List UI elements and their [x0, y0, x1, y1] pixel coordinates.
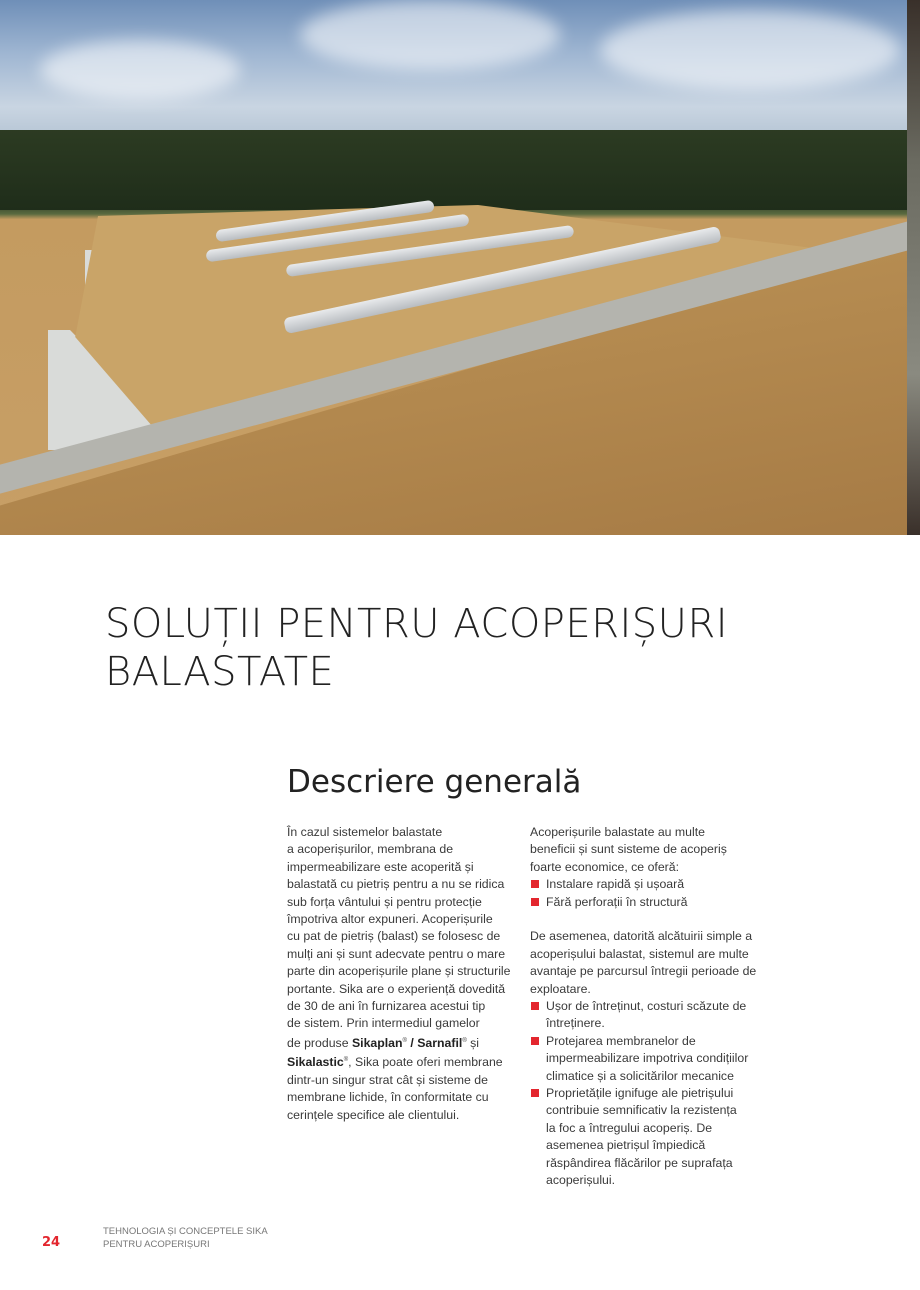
text-line: Acoperișurile balastate au multe — [530, 825, 705, 839]
text-line: În cazul sistemelor balastate — [287, 825, 443, 839]
text-line: a acoperișurilor, membrana de — [287, 842, 454, 857]
text: de produse — [287, 1035, 352, 1050]
section-heading: Descriere generală — [287, 764, 582, 800]
text-line: sub forța vântului și pentru protecție — [287, 894, 482, 909]
title-line-1: SOLUȚII PENTRU ACOPERIȘURI — [105, 601, 729, 647]
text-line: Protejarea membranelor de — [546, 1033, 696, 1048]
text-line: Proprietățile ignifuge ale pietrișului — [546, 1086, 734, 1101]
footer-line-1: TEHNOLOGIA ȘI CONCEPTELE SIKA — [103, 1226, 268, 1237]
product-sikaplan: Sikaplan — [351, 1035, 403, 1050]
text-line: întreținere. — [546, 1016, 605, 1031]
registered-mark: ® — [343, 1057, 349, 1064]
text-line: Instalare rapidă și ușoară — [546, 877, 685, 892]
page-number: 24 — [42, 1235, 61, 1250]
text-line — [287, 1033, 527, 1053]
text-line: membrane lichide, în conformitate cu — [287, 1090, 489, 1105]
text-line: asemenea pietrișul împiedică — [546, 1138, 706, 1153]
text-line — [287, 1052, 527, 1072]
bullet-item — [530, 894, 770, 911]
text-line: mulți ani și sunt adecvate pentru o mare — [287, 946, 506, 961]
body-column-2 — [530, 824, 770, 1190]
text-line: împotriva altor expuneri. Acoperișurile — [287, 912, 493, 927]
text-line: răspândirea flăcărilor pe suprafața — [546, 1155, 733, 1170]
bullet-item — [530, 998, 770, 1033]
bullet-item — [530, 876, 770, 893]
text-line: impermeabilizare este acoperită și — [287, 859, 474, 874]
text-line: avantaje pe parcursul întregii perioade de — [530, 964, 757, 979]
footer-line-2: PENTRU ACOPERIȘURI — [103, 1239, 210, 1250]
text: și — [466, 1035, 480, 1050]
body-column-1 — [287, 824, 527, 1124]
text-line: cerințele specifice ale clientului. — [287, 1107, 460, 1122]
bullet-item — [530, 1033, 770, 1085]
running-footer — [103, 1225, 268, 1251]
product-sikalastic: Sikalastic — [287, 1055, 344, 1070]
text-line: de 30 de ani în furnizarea acestui tip — [287, 999, 486, 1014]
text-line: balastată cu pietriș pentru a nu se ridica — [287, 877, 505, 892]
text-line: foarte economice, ce oferă: — [530, 859, 680, 874]
text-line: contribuie semnificativ la rezistența — [546, 1103, 737, 1118]
text-line: portante. Sika are o experiență dovedită — [287, 981, 506, 996]
text: , Sika poate oferi membrane — [348, 1055, 503, 1070]
text-line: de sistem. Prin intermediul gamelor — [287, 1016, 480, 1031]
registered-mark: ® — [462, 1037, 467, 1044]
product-sarnafil: / Sarnafil — [406, 1035, 463, 1050]
text-line: acoperișului balastat, sistemul are multe — [530, 946, 749, 961]
text-line: Fără perforații în structură — [546, 894, 688, 909]
text-line: la foc a întregului acoperiș. De — [546, 1120, 713, 1135]
text-line: Ușor de întreținut, costuri scăzute de — [546, 999, 747, 1014]
text-line: De asemenea, datorită alcătuirii simple a — [530, 929, 753, 944]
text-line: cu pat de pietriș (balast) se folosesc de — [287, 929, 501, 944]
text-line: beneficii și sunt sisteme de acoperiș — [530, 842, 727, 857]
text-line: climatice și a solicitărilor mecanice — [546, 1068, 734, 1083]
text-line: exploatare. — [530, 981, 591, 996]
registered-mark: ® — [402, 1037, 407, 1044]
page-title — [105, 600, 728, 696]
title-line-2: BALASTATE — [105, 649, 335, 695]
text-line: dintr-un singur strat cât și sisteme de — [287, 1072, 488, 1087]
text-line: acoperișului. — [546, 1173, 616, 1188]
text-line: parte din acoperișurile plane și structurile — [287, 964, 511, 979]
hero-photo-ballasted-roof — [0, 0, 920, 535]
bullet-item — [530, 1085, 770, 1189]
text-line: impermeabilizare impotriva condițiilor — [546, 1051, 749, 1066]
